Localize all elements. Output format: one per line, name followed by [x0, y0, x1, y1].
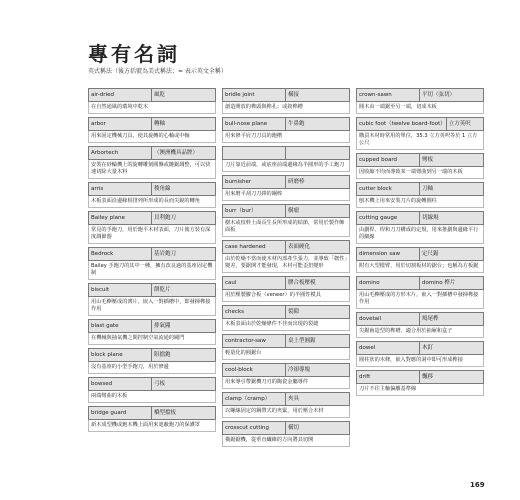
- term-definition: 安裝在砂輪機上的旋轉雕刻圓盤或鏈鋸調整，可以快速切除大量木料: [88, 160, 216, 179]
- term-chinese: 冷卻導塊: [288, 367, 311, 373]
- term-english: burnisher: [223, 176, 286, 188]
- term-chinese: [286, 147, 349, 159]
- glossary-entry: [356, 153, 484, 179]
- term-chinese: 貝利鉋刀: [154, 215, 177, 221]
- glossary-column-2: [222, 88, 350, 450]
- glossary-term-header: [356, 211, 484, 225]
- term-english: crown-sawn: [357, 89, 420, 101]
- term-definition: 刀片不往主軸偏離基準線: [356, 384, 484, 396]
- term-english: domino: [357, 277, 420, 289]
- term-chinese: 膠合板壓模: [288, 280, 316, 286]
- glossary-term-header: [88, 247, 216, 261]
- glossary-entry: [356, 247, 484, 273]
- glossary-entry: [88, 88, 216, 114]
- glossary-term-header: [356, 276, 484, 290]
- glossary-term-header: [88, 319, 216, 333]
- glossary-term-header: [222, 392, 350, 406]
- term-chinese: 阻擋鉋: [154, 352, 171, 358]
- glossary-entry: [222, 363, 350, 389]
- glossary-term-header: [88, 348, 216, 362]
- term-english: drift: [357, 371, 420, 383]
- glossary-entry: [356, 276, 484, 309]
- term-english: burr（bur）: [223, 205, 286, 217]
- term-english: bridle joint: [223, 89, 286, 101]
- term-chinese: （澳洲機具品牌）: [154, 150, 199, 156]
- term-chinese: 稜角線: [154, 186, 171, 192]
- term-chinese: 研磨棒: [288, 179, 305, 185]
- term-definition: 購買木材時常用的單位，35.3 立方英呎等於 1 立方公尺: [356, 131, 484, 150]
- term-definition: 圓木由一端鋸至另一端，切成木板: [356, 102, 484, 114]
- glossary-term-header: [222, 240, 350, 254]
- term-chinese: 牛鼻鉋: [288, 121, 305, 127]
- term-definition: 用來修平肩刀刀具的鉋槽: [222, 131, 350, 143]
- term-english: block plane: [89, 349, 152, 361]
- term-chinese: 橋型擋板: [154, 410, 177, 416]
- term-definition: 木板表面由於乾燥條件不佳而出現的裂縫: [222, 319, 350, 331]
- term-chinese: 弓板: [154, 381, 166, 387]
- glossary-term-header: [222, 204, 350, 218]
- page-title: 專有名詞: [88, 42, 180, 66]
- glossary-term-header: [88, 117, 216, 131]
- term-definition: 用來磨平刮刀刀鋒的鋼棒: [222, 189, 350, 201]
- term-chinese: 木釘: [422, 345, 434, 351]
- term-chinese: 橫切: [288, 425, 300, 431]
- term-definition: 刀片靠近前端，或底座前端邊緣為半圓形的手工鉋刀: [222, 160, 350, 172]
- term-english: Bedrock: [89, 248, 152, 260]
- term-chinese: 餅乾片: [154, 287, 171, 293]
- term-chinese: 轉軸: [154, 121, 166, 127]
- term-english: cool-block: [223, 364, 286, 376]
- glossary-entry: [356, 117, 484, 150]
- term-chinese: 桌上型圓鋸: [288, 338, 316, 344]
- glossary-entry: [222, 204, 350, 237]
- term-chinese: 彎板: [422, 157, 434, 163]
- term-definition: 輕量化的圓鋸台: [222, 348, 350, 360]
- term-chinese: 飄移: [422, 374, 434, 380]
- glossary-term-header: [222, 363, 350, 377]
- glossary-entry: [222, 88, 350, 114]
- glossary-entry: [88, 211, 216, 244]
- term-definition: 在自然通風的環境中乾木: [88, 102, 216, 114]
- glossary-entry: [356, 182, 484, 208]
- term-english: cutting gauge: [357, 212, 420, 224]
- glossary-term-header: [88, 283, 216, 297]
- term-definition: 樹木或枝幹上面長生長所形成的結節，常用於製作飾面板: [222, 218, 350, 237]
- term-chinese: 裂隙: [288, 309, 300, 315]
- term-english: crosscut cutting: [223, 422, 286, 434]
- glossary-term-header: [88, 146, 216, 160]
- term-english: blast gate: [89, 320, 152, 332]
- glossary-entry: [222, 175, 350, 201]
- term-english: bull-nose plane: [223, 118, 286, 130]
- term-english: clamp（cramp）: [223, 393, 286, 405]
- term-chinese: 刀軸: [422, 186, 434, 192]
- term-english: air-dried: [89, 89, 152, 101]
- term-definition: Bailey 手鉋刀的其中一種，擁有改良過的基座固定機制: [88, 261, 216, 280]
- glossary-entry: [88, 319, 216, 345]
- glossary-term-header: [222, 175, 350, 189]
- term-chinese: 風乾: [154, 92, 166, 98]
- glossary-term-header: [88, 88, 216, 102]
- term-english: cutter block: [357, 183, 420, 195]
- term-definition: 創造開放的榫頭與榫孔；或鉸榫槽: [222, 102, 350, 114]
- glossary-entry: [88, 117, 216, 143]
- term-definition: 兩端彎曲的木板: [88, 391, 216, 403]
- glossary-term-header: [222, 421, 350, 435]
- glossary-entry: [222, 117, 350, 143]
- term-chinese: 夾具: [288, 396, 300, 402]
- term-english: case hardened: [223, 241, 286, 253]
- glossary-term-header: [222, 276, 350, 290]
- term-chinese: 鳩尾榫: [422, 316, 439, 322]
- term-chinese: 基岩鉋刀: [154, 251, 177, 257]
- page-subtitle: 英式稱法（後方括號為美式稱法；= 表示英文全稱）: [88, 68, 227, 75]
- term-definition: 木板表面沿邊緣相排列所形成的長而尖銳的轉角: [88, 196, 216, 208]
- term-english: cupped board: [357, 154, 420, 166]
- glossary-term-header: [356, 312, 484, 326]
- term-english: Bailey plane: [89, 212, 152, 224]
- glossary-entry: [88, 182, 216, 208]
- term-english: caul: [223, 277, 286, 289]
- glossary-entry: [222, 240, 350, 273]
- term-english: dowel: [357, 342, 420, 354]
- term-english: dovetail: [357, 313, 420, 325]
- term-definition: 尖鋸齒造型的榫槽，適合用於抽屜和盒子: [356, 326, 484, 338]
- term-definition: 用山毛櫸壓成的方形木片，嵌入一對插槽中發揮榫接作用: [356, 290, 484, 309]
- term-chinese: 排氣閥: [154, 323, 171, 329]
- glossary-term-header: [88, 406, 216, 420]
- glossary-term-header: [222, 88, 350, 102]
- glossary-term-header: [222, 146, 350, 160]
- glossary-entry: [222, 421, 350, 447]
- term-definition: 以螺絲固定的鋼帶式的夾緊，用於壓合木材: [222, 406, 350, 418]
- term-definition: 常見的手鉋刀，用於鉋平木材表面，刀片後方裝有深度調節器: [88, 225, 216, 244]
- glossary-entry: [88, 283, 216, 316]
- term-chinese: 立方英呎: [448, 121, 471, 127]
- glossary-entry: [356, 88, 484, 114]
- term-english: bridge guard: [89, 407, 152, 419]
- glossary-entry: [88, 146, 216, 179]
- term-english: contractor-saw: [223, 335, 286, 347]
- glossary-entry: [222, 276, 350, 302]
- glossary-term-header: [88, 182, 216, 196]
- term-chinese: 樹瘤: [288, 208, 300, 214]
- term-definition: 用來固定機械刀具，使其旋轉的心軸或中軸: [88, 131, 216, 143]
- term-chinese: 表面硬化: [288, 244, 311, 250]
- term-chinese: 平切（弦切）: [422, 92, 456, 98]
- glossary-entry: [88, 247, 216, 280]
- term-chinese: 切線規: [422, 215, 439, 221]
- glossary-term-header: [356, 370, 484, 384]
- term-english: bowsed: [89, 378, 152, 390]
- glossary-entry: [222, 334, 350, 360]
- glossary-term-header: [222, 334, 350, 348]
- term-definition: 圓柱狀的木條，嵌入對應的洞中即可形成榫接: [356, 355, 484, 367]
- glossary-column-1: [88, 88, 216, 435]
- term-definition: 因收縮不均而導致某一端彎曲到另一端的木板: [356, 167, 484, 179]
- glossary-entry: [356, 312, 484, 338]
- term-english: Arbortech: [89, 147, 152, 159]
- term-chinese: 橫接: [288, 92, 300, 98]
- glossary-term-header: [222, 305, 350, 319]
- glossary-term-header: [88, 211, 216, 225]
- glossary-entry: [88, 406, 216, 432]
- glossary-term-header: [356, 117, 484, 131]
- glossary-term-header: [88, 377, 216, 391]
- glossary-entry: [222, 392, 350, 418]
- term-chinese: domino 榫片: [422, 280, 456, 286]
- term-definition: 附有大型檯臂，用於切割板材的鋸台；也稱為方板鋸: [356, 261, 484, 273]
- page-number: 169: [470, 481, 485, 489]
- term-definition: 橫鋸鋸機，從垂直纖維的方向將其切開: [222, 435, 350, 447]
- glossary-term-header: [356, 341, 484, 355]
- glossary-entry: [356, 211, 484, 244]
- glossary-entry: [88, 348, 216, 374]
- term-definition: 由劃桿、桿和刀刀構成的定規，用來推劃與邊緣平行的細線: [356, 225, 484, 244]
- glossary-term-header: [356, 88, 484, 102]
- term-english: checks: [223, 306, 286, 318]
- glossary-entry: [222, 305, 350, 331]
- term-english: arris: [89, 183, 152, 195]
- term-definition: 用山毛櫸壓成的薄片，嵌入一對插槽中，即發揮榫接作用: [88, 297, 216, 316]
- glossary-entry: [222, 146, 350, 172]
- term-english: cubic foot（twelve board-foot）: [357, 118, 447, 130]
- glossary-term-header: [356, 247, 484, 261]
- term-english: [223, 147, 286, 159]
- glossary-column-3: [356, 88, 484, 399]
- glossary-entry: [356, 370, 484, 396]
- term-chinese: 定尺鋸: [422, 251, 439, 257]
- term-definition: 沒有基座的小型手鉋刀，用於修邊: [88, 362, 216, 374]
- glossary-entry: [356, 341, 484, 367]
- term-english: dimension saw: [357, 248, 420, 260]
- term-definition: 用來導引帶鋸機刀刃的陶瓷金屬導件: [222, 377, 350, 389]
- glossary-term-header: [356, 153, 484, 167]
- glossary-term-header: [222, 117, 350, 131]
- term-english: biscuit: [89, 284, 152, 296]
- term-english: arbor: [89, 118, 152, 130]
- term-definition: 由於乾燥不當而使木材內部產生張力，並導致「韌性」變差，要鋸開才能發現，木材可能歪扭變形: [222, 254, 350, 273]
- glossary-term-header: [356, 182, 484, 196]
- term-definition: 刨木機上用來安裝刀片的旋轉圓柱: [356, 196, 484, 208]
- glossary-entry: [88, 377, 216, 403]
- term-definition: 在機械與抽氣機之間控制空氣流通的閥門: [88, 333, 216, 345]
- term-definition: 新木成型機或鉋木機上面用來遮蔽鉋刀的保護罩: [88, 420, 216, 432]
- term-definition: 用於壓製膠合板（veneer）的半圓性模具: [222, 290, 350, 302]
